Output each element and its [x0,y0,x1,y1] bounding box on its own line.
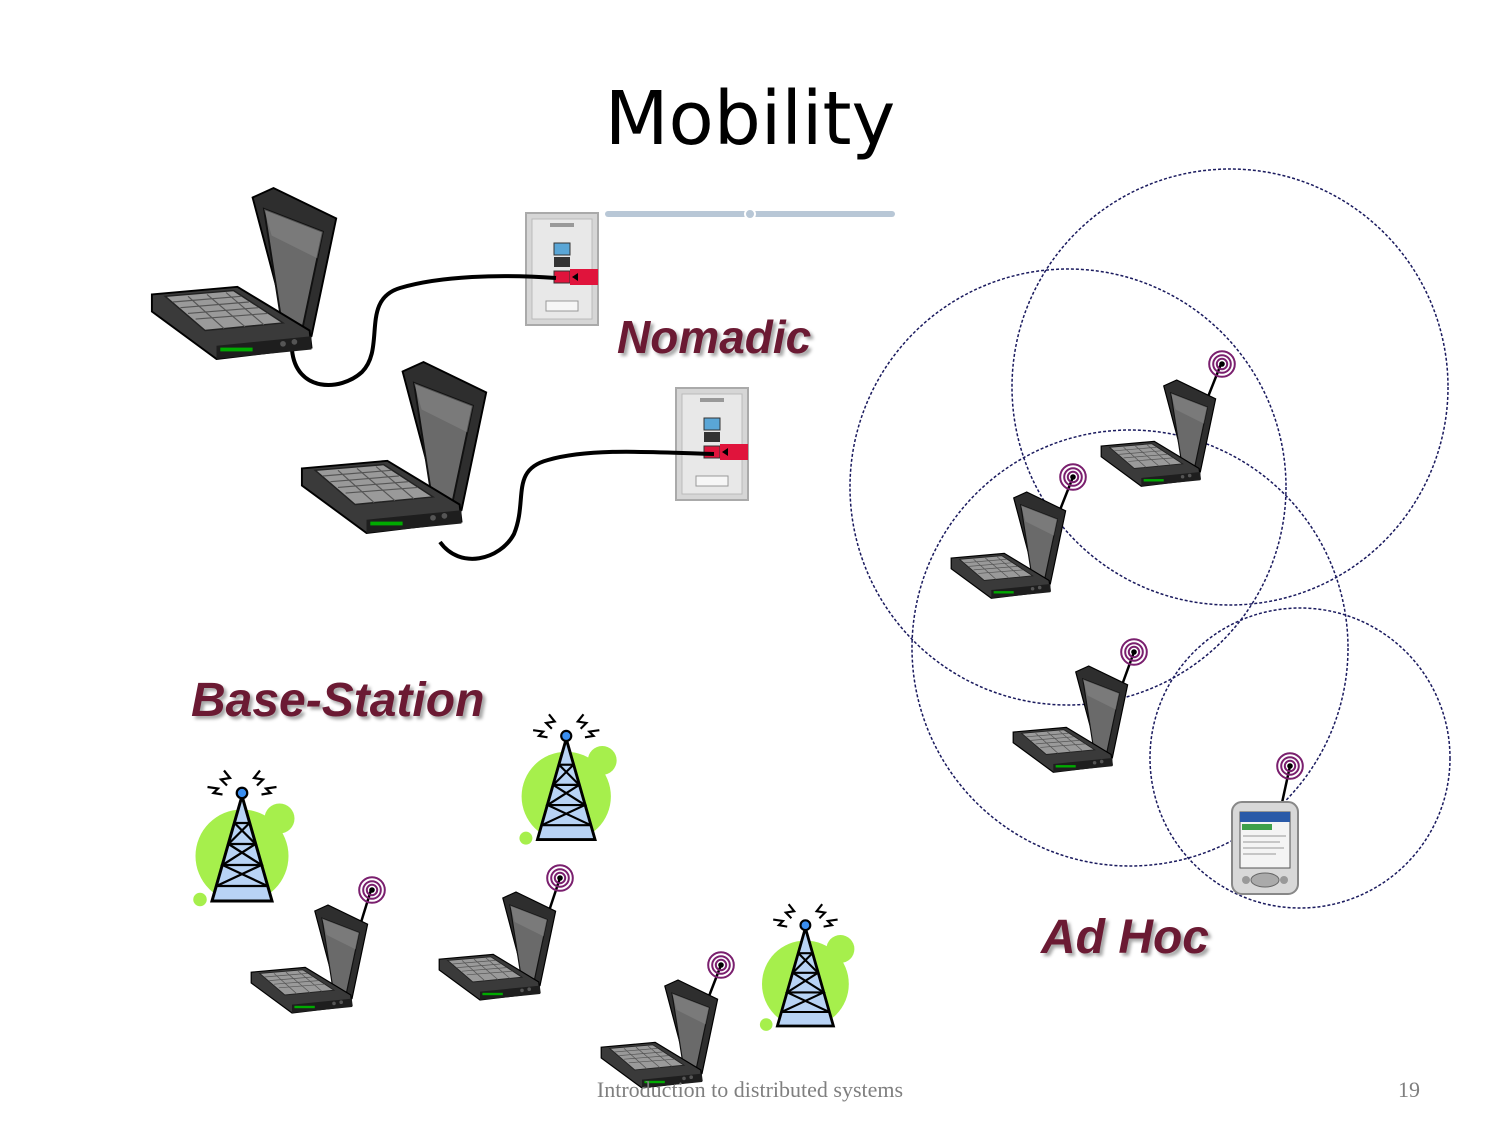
antenna-icon [1121,639,1147,665]
coverage-circle [1012,169,1448,605]
antenna-icon [1277,753,1303,779]
slide-footer: Introduction to distributed systems [596,1077,904,1102]
laptop-icon [251,905,367,1013]
adhoc-group [850,169,1450,908]
label-base-station: Base-Station [191,674,485,727]
laptop-icon [1101,380,1215,486]
label-nomadic: Nomadic [617,311,812,363]
cable-icon [440,452,714,559]
antenna-icon [708,952,734,978]
wall-jack-icon [676,388,748,500]
laptop-icon [951,492,1065,598]
pda-icon [1232,802,1298,894]
laptop-icon [302,362,486,533]
laptop-icon [439,892,555,1000]
wall-jack-icon [526,213,598,325]
antenna-icon [359,877,385,903]
laptop-icon [152,188,336,359]
antenna-icon [1060,464,1086,490]
label-ad-hoc: Ad Hoc [1041,911,1209,964]
laptop-icon [1013,666,1127,772]
antenna-icon [547,865,573,891]
nomadic-group [152,188,748,559]
radio-tower-icon [760,904,855,1031]
title-divider [608,209,892,219]
page-number: 19 [1398,1077,1420,1102]
laptop-icon [601,980,717,1088]
radio-tower-icon [519,714,616,844]
base-station-group [193,714,854,1088]
antenna-icon [1209,351,1235,377]
slide-title: Mobility [604,76,896,162]
radio-tower-icon [193,771,294,907]
